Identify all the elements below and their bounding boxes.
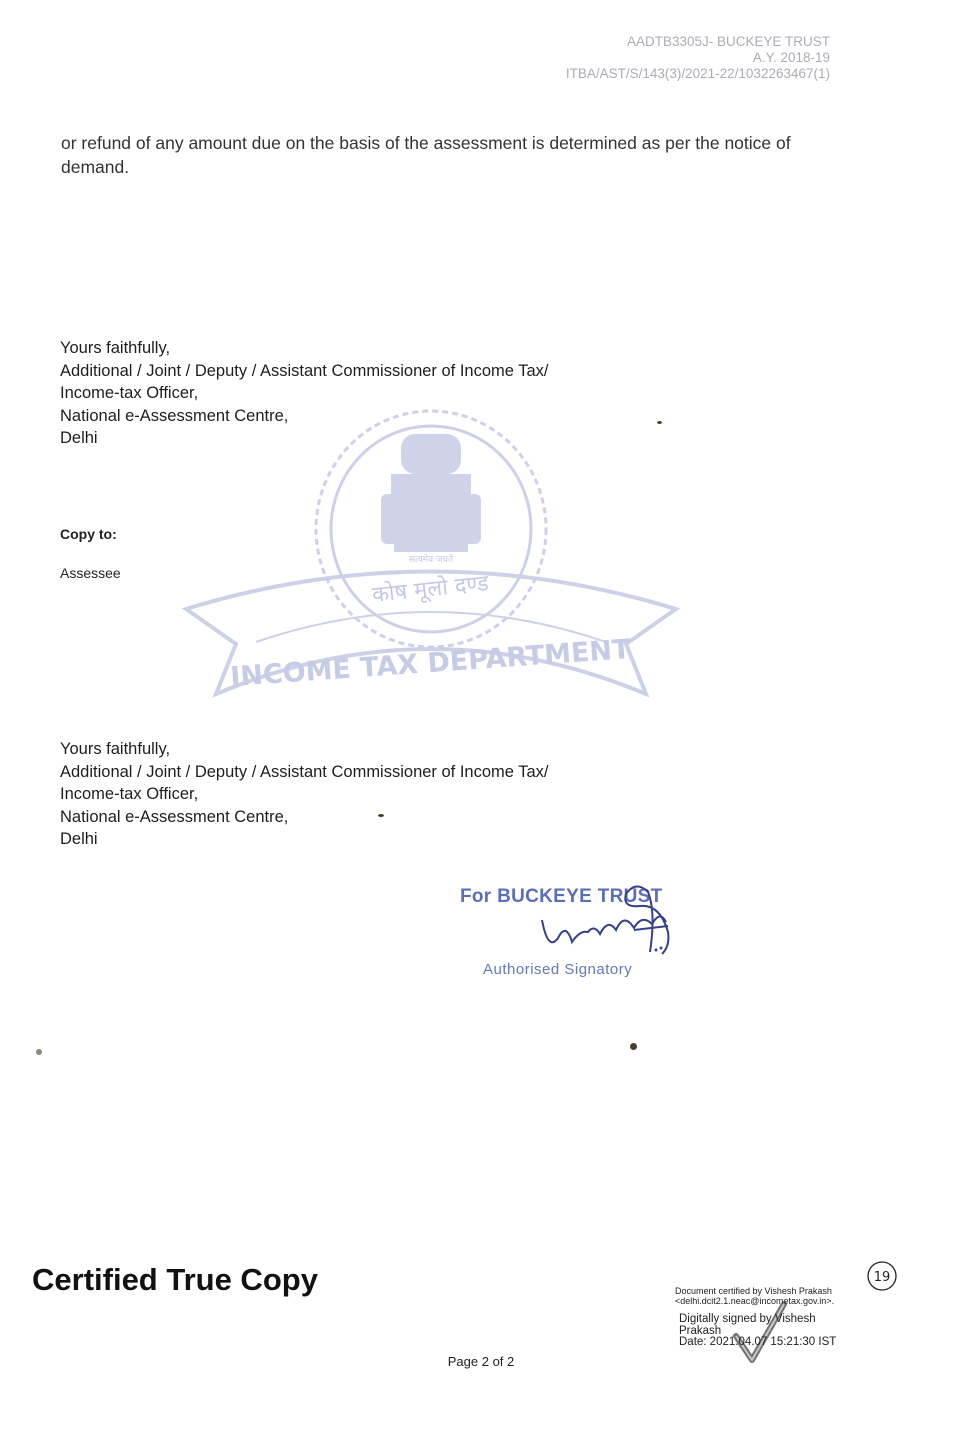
emblem-banner: INCOME TAX DEPARTMENT (229, 634, 632, 693)
copy-to-recipient: Assessee (60, 565, 121, 581)
header-reference: AADTB3305J- BUCKEYE TRUST (626, 34, 830, 49)
handwritten-page-annotation (866, 1260, 898, 1292)
officer-title: Income-tax Officer, (60, 384, 199, 402)
assessment-centre: National e-Assessment Centre, (60, 807, 289, 826)
document-header (566, 34, 830, 82)
header-assessment-year: A.Y. 2018-19 (752, 50, 830, 65)
closing: Yours faithfully, (60, 339, 171, 357)
income-tax-emblem-watermark (176, 404, 686, 726)
emblem-subtitle: सत्यमेव जयते (408, 555, 454, 565)
digital-sign-date: Date: 2021.04.07 15:21:30 IST (679, 1336, 837, 1348)
city: Delhi (60, 429, 98, 447)
copy-to-label: Copy to: (60, 526, 117, 542)
page-number: Page 2 of 2 (447, 1354, 515, 1369)
closing: Yours faithfully, (60, 740, 171, 758)
certified-by: Document certified by Vishesh Prakash (675, 1286, 832, 1296)
officer-title: Income-tax Officer, (60, 785, 199, 803)
header-document-number: ITBA/AST/S/143(3)/2021-22/1032263467(1) (565, 66, 830, 81)
emblem-motto: कोष मूलो दण्ड (370, 570, 490, 609)
digital-signer-surname: Prakash (679, 1324, 722, 1337)
city: Delhi (60, 830, 98, 848)
digital-signed-by: Digitally signed by Vishesh (679, 1313, 816, 1325)
certifier-email: <delhi.dcit2.1.neac@incometax.gov.in>. (675, 1296, 835, 1306)
digital-signature (679, 1314, 836, 1349)
signature-block-2 (60, 738, 549, 851)
officer-designation: Additional / Joint / Deputy / Assistant Commissioner of Income Tax/ (60, 762, 549, 781)
page-annotation-number: 19 (873, 1270, 891, 1285)
certified-true-copy: Certified True Copy (32, 1262, 318, 1297)
scan-speck (630, 1043, 637, 1050)
scan-speck (36, 1049, 42, 1055)
stamp-role: Authorised Signatory (483, 961, 633, 978)
scan-speck (378, 814, 384, 817)
handwritten-signature (530, 872, 690, 962)
body-paragraph: or refund of any amount due on the basis of the assessment is determined as per the notice of demand. (61, 133, 791, 177)
officer-designation: Additional / Joint / Deputy / Assistant Commissioner of Income Tax/ (60, 361, 549, 380)
assessment-centre: National e-Assessment Centre, (60, 406, 289, 425)
stamp-company-line: For BUCKEYE TRUST (460, 886, 663, 907)
scan-speck (657, 421, 662, 424)
signature-block-1 (60, 337, 549, 450)
